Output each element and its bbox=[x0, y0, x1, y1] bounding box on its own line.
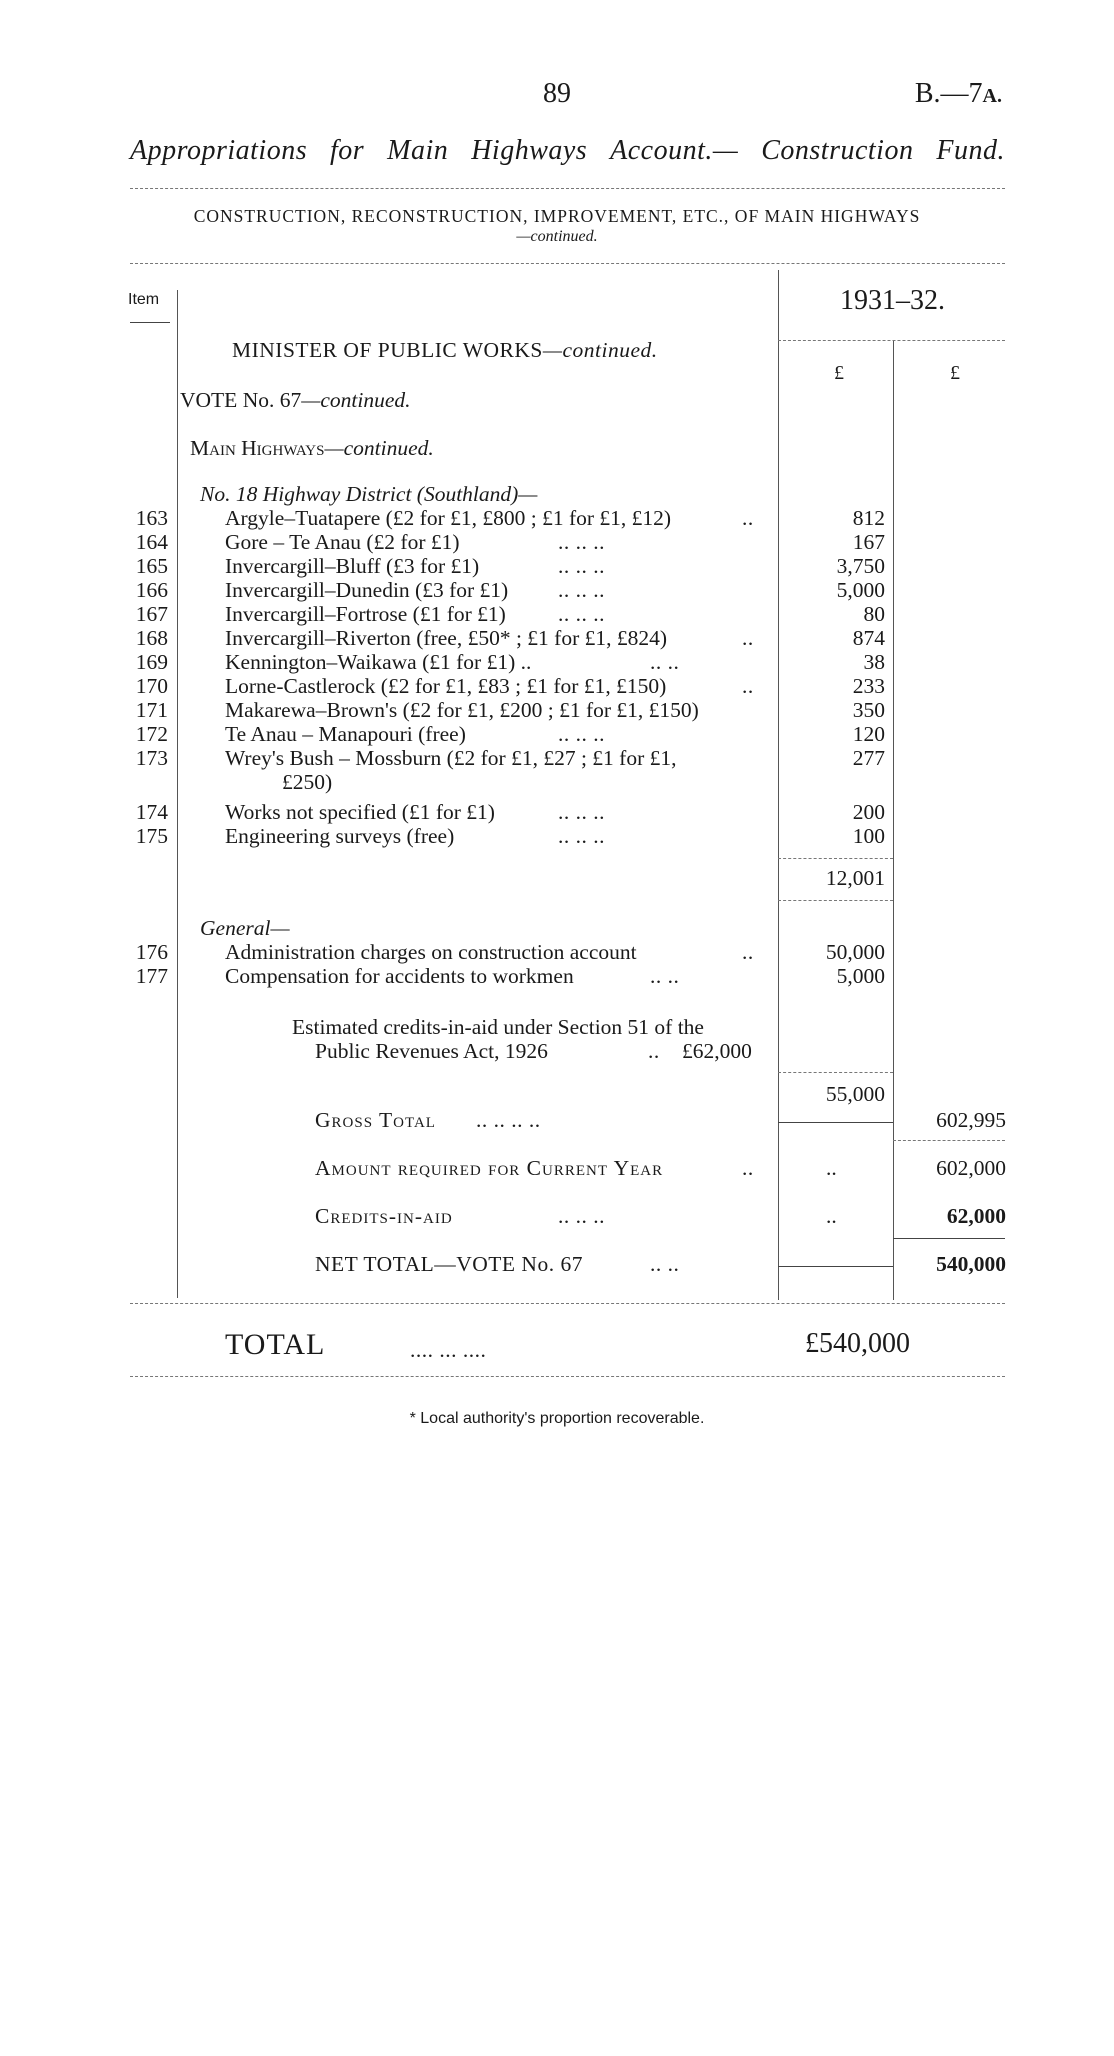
currency-symbol-col1: £ bbox=[834, 362, 844, 384]
dot-leader: .. .. bbox=[650, 650, 680, 674]
amount-column-left-border bbox=[778, 270, 779, 1300]
net-total-label: NET TOTAL—VOTE No. 67 bbox=[315, 1252, 583, 1276]
title-rule bbox=[130, 188, 1005, 189]
subtotal-rule-top bbox=[778, 858, 893, 859]
minister-heading bbox=[232, 338, 658, 363]
dot-leader: .. .. .. .. bbox=[476, 1108, 541, 1132]
item-number: 175 bbox=[135, 824, 168, 848]
currency-symbol-col2: £ bbox=[950, 362, 960, 384]
item-description: Compensation for accidents to workmen bbox=[225, 964, 574, 988]
item-description-continuation: £250) bbox=[282, 770, 333, 794]
grand-total-label: TOTAL bbox=[225, 1328, 326, 1361]
item-number: 172 bbox=[135, 722, 168, 746]
item-number: 176 bbox=[135, 940, 168, 964]
dot-leader: .. bbox=[742, 674, 754, 698]
main-highways-heading-text: Main Highways bbox=[190, 436, 325, 460]
title-word: Main bbox=[387, 135, 449, 166]
grand-total-amount: £540,000 bbox=[805, 1328, 910, 1359]
dot-leader: .. .. bbox=[650, 1252, 680, 1276]
item-amount: 233 bbox=[852, 674, 885, 698]
item-amount: 812 bbox=[852, 506, 885, 530]
item-number: 171 bbox=[135, 698, 168, 722]
dot-leader: .. .. .. bbox=[558, 800, 605, 824]
item-description: Makarewa–Brown's (£2 for £1, £200 ; £1 for £1, £150) bbox=[225, 698, 699, 722]
item-number: 170 bbox=[135, 674, 168, 698]
general-heading: General— bbox=[200, 916, 290, 940]
amount-required-amount: 602,000 bbox=[936, 1156, 1006, 1180]
item-amount: 3,750 bbox=[836, 554, 885, 578]
dot-leader: .. bbox=[648, 1039, 660, 1063]
credits-in-aid-col1: .. bbox=[826, 1204, 837, 1228]
item-amount: 100 bbox=[852, 824, 885, 848]
item-amount: 167 bbox=[852, 530, 885, 554]
section-continued: —continued. bbox=[516, 228, 598, 245]
gross-total-col2-rule bbox=[893, 1140, 1005, 1141]
gross-total-amount: 602,995 bbox=[936, 1108, 1006, 1132]
year-column-header: 1931–32. bbox=[840, 285, 945, 316]
minister-heading-continued: —continued. bbox=[542, 338, 658, 362]
item-description: Te Anau – Manapouri (free) bbox=[225, 722, 466, 746]
item-amount: 350 bbox=[852, 698, 885, 722]
dot-leader: .. .. .. bbox=[558, 824, 605, 848]
item-description: Invercargill–Dunedin (£3 for £1) bbox=[225, 578, 509, 602]
district-heading: No. 18 Highway District (Southland)— bbox=[200, 482, 538, 506]
page-title bbox=[130, 135, 1005, 167]
credits-note-amount: £62,000 bbox=[682, 1039, 752, 1063]
main-highways-heading-continued: —continued. bbox=[324, 436, 434, 460]
title-word: Highways bbox=[471, 135, 588, 166]
item-description: Invercargill–Riverton (free, £50* ; £1 for £1, £824) bbox=[225, 626, 668, 650]
item-amount: 277 bbox=[852, 746, 885, 770]
item-amount: 50,000 bbox=[825, 940, 885, 964]
dot-leader: .. .. bbox=[650, 964, 680, 988]
credits-in-aid-label: Credits-in-aid bbox=[315, 1204, 453, 1228]
title-word: Construction bbox=[761, 135, 914, 166]
minister-heading-text: MINISTER OF PUBLIC WORKS bbox=[232, 338, 543, 362]
item-amount: 80 bbox=[863, 602, 885, 626]
dot-leader: .. .. .. bbox=[558, 602, 605, 626]
amount-required-col1: .. bbox=[826, 1156, 837, 1180]
amount-column-divider bbox=[893, 340, 894, 1300]
doc-ref-main: B.—7 bbox=[914, 78, 983, 109]
subtotal-rule-bottom bbox=[778, 900, 893, 901]
item-description: Argyle–Tuatapere (£2 for £1, £800 ; £1 for £1, £12) bbox=[225, 506, 672, 530]
vote-heading-continued: —continued. bbox=[301, 388, 411, 412]
header-top-rule bbox=[130, 263, 1005, 264]
gross-total-col1-rule bbox=[778, 1122, 893, 1123]
item-number: 164 bbox=[135, 530, 168, 554]
credits-note-line1: Estimated credits-in-aid under Section 51 of the bbox=[292, 1015, 704, 1039]
dot-leader: .. .. .. bbox=[558, 1204, 605, 1228]
item-description: Gore – Te Anau (£2 for £1) bbox=[225, 530, 460, 554]
item-number: 167 bbox=[135, 602, 168, 626]
doc-ref-suffix: A. bbox=[982, 85, 1002, 107]
dot-leader: .. .. .. bbox=[558, 722, 605, 746]
item-description: Engineering surveys (free) bbox=[225, 824, 455, 848]
item-description: Works not specified (£1 for £1) bbox=[225, 800, 495, 824]
credits-in-aid-amount: 62,000 bbox=[946, 1204, 1006, 1228]
table-bottom-rule bbox=[130, 1303, 1005, 1304]
item-header-underline bbox=[130, 322, 170, 323]
item-number: 169 bbox=[135, 650, 168, 674]
amount-required-label: Amount required for Current Year bbox=[315, 1156, 664, 1180]
item-description: Invercargill–Bluff (£3 for £1) bbox=[225, 554, 480, 578]
main-highways-heading bbox=[190, 436, 434, 461]
item-amount: 5,000 bbox=[836, 578, 885, 602]
dot-leader: .... ... .... bbox=[410, 1338, 487, 1362]
net-total-col1-rule bbox=[778, 1266, 893, 1267]
item-number: 166 bbox=[135, 578, 168, 602]
net-total-amount: 540,000 bbox=[936, 1252, 1006, 1276]
item-description: Kennington–Waikawa (£1 for £1) .. bbox=[225, 650, 532, 674]
item-description: Lorne-Castlerock (£2 for £1, £83 ; £1 for £1, £150) bbox=[225, 674, 667, 698]
item-amount: 38 bbox=[863, 650, 885, 674]
dot-leader: .. bbox=[742, 506, 754, 530]
grand-total-rule bbox=[130, 1376, 1005, 1377]
title-word: for bbox=[330, 135, 365, 166]
item-amount: 120 bbox=[852, 722, 885, 746]
vote-heading-text: VOTE No. 67 bbox=[180, 388, 302, 412]
item-amount: 5,000 bbox=[836, 964, 885, 988]
item-number: 168 bbox=[135, 626, 168, 650]
credits-note-line2: Public Revenues Act, 1926 bbox=[315, 1039, 548, 1063]
page-number: 89 bbox=[543, 78, 571, 109]
item-number: 165 bbox=[135, 554, 168, 578]
gross-total-label: Gross Total bbox=[315, 1108, 436, 1132]
credits-in-aid-rule bbox=[893, 1238, 1005, 1239]
item-description: Wrey's Bush – Mossburn (£2 for £1, £27 ; £1 for £1, bbox=[225, 746, 677, 770]
dot-leader: .. .. .. bbox=[558, 530, 605, 554]
item-description: Invercargill–Fortrose (£1 for £1) bbox=[225, 602, 506, 626]
item-number: 163 bbox=[135, 506, 168, 530]
item-number: 177 bbox=[135, 964, 168, 988]
item-column-header: Item bbox=[128, 291, 160, 308]
dot-leader: .. bbox=[742, 940, 754, 964]
year-header-rule bbox=[778, 340, 1005, 341]
vote-heading bbox=[180, 388, 411, 413]
item-amount: 874 bbox=[852, 626, 885, 650]
dot-leader: .. bbox=[742, 1156, 754, 1180]
title-word: Fund. bbox=[936, 135, 1005, 166]
document-reference bbox=[915, 78, 1002, 110]
item-column-divider bbox=[177, 290, 178, 1298]
general-subtotal-rule bbox=[778, 1072, 893, 1073]
general-subtotal: 55,000 bbox=[825, 1082, 885, 1106]
title-word: Account.— bbox=[610, 135, 739, 166]
dot-leader: .. .. .. bbox=[558, 578, 605, 602]
section-heading: CONSTRUCTION, RECONSTRUCTION, IMPROVEMENT, ETC., OF MAIN HIGHWAYS bbox=[193, 206, 921, 226]
title-word: Appropriations bbox=[130, 135, 308, 166]
item-description: Administration charges on construction account bbox=[225, 940, 637, 964]
item-number: 173 bbox=[135, 746, 168, 770]
dot-leader: .. bbox=[742, 626, 754, 650]
dot-leader: .. .. .. bbox=[558, 554, 605, 578]
district-subtotal: 12,001 bbox=[825, 866, 885, 890]
item-number: 174 bbox=[135, 800, 168, 824]
item-amount: 200 bbox=[852, 800, 885, 824]
footnote: * Local authority's proportion recoverable. bbox=[409, 1410, 705, 1427]
